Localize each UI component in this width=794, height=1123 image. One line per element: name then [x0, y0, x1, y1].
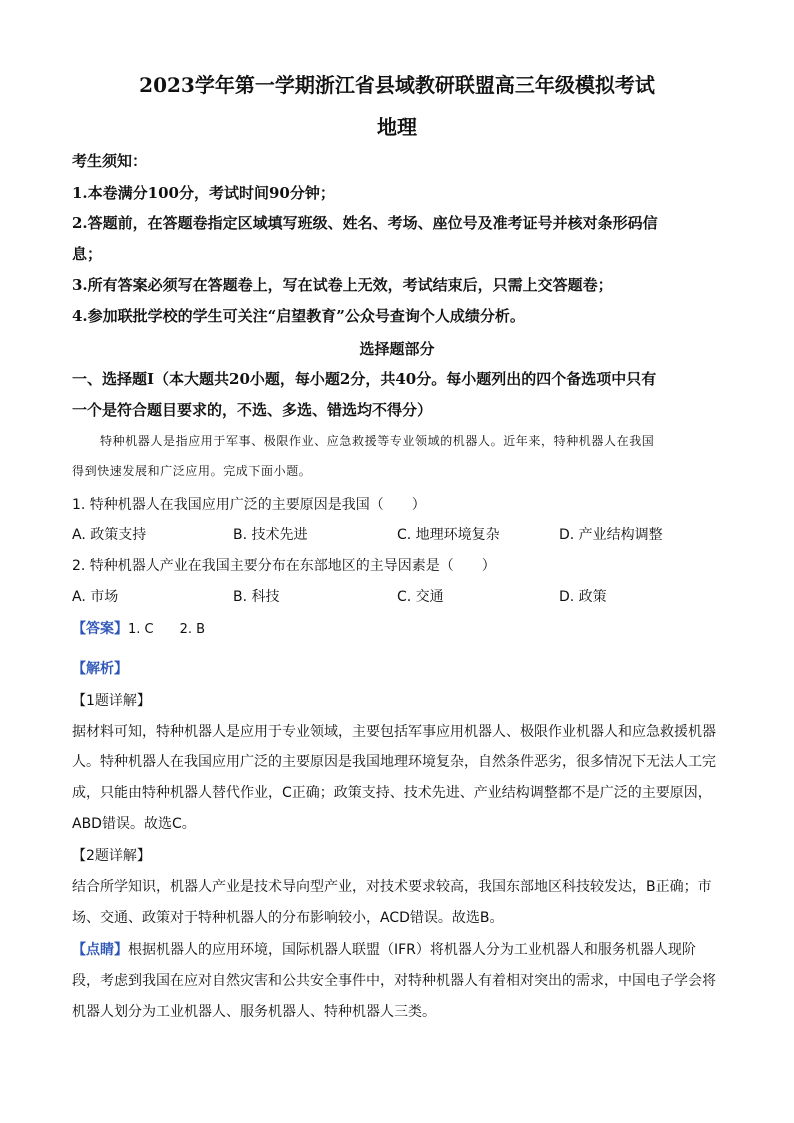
notice-item-1: 1.本卷满分100分，考试时间90分钟；: [72, 184, 335, 202]
q2-option-d: D. 政策: [559, 589, 607, 605]
notice-item-4: 4.参加联批学校的学生可关注“启望教育”公众号查询个人成绩分析。: [72, 307, 525, 325]
exam-title: 2023学年第一学期浙江省县域教研联盟高三年级模拟考试: [139, 73, 655, 97]
tip-line-3: 机器人划分为工业机器人、服务机器人、特种机器人三类。: [72, 1004, 436, 1020]
q1-option-d: D. 产业结构调整: [559, 527, 663, 543]
q2-detail-label: 【2题详解】: [72, 848, 151, 864]
q2-option-c: C. 交通: [397, 589, 444, 605]
notice-item-2: 2.答题前，在答题卷指定区域填写班级、姓名、考场、座位号及准考证号并核对条形码信: [72, 214, 658, 232]
q1-option-c: C. 地理环境复杂: [397, 527, 500, 543]
material-line-1: 特种机器人是指应用于军事、极限作业、应急救援等专业领域的机器人。近年来，特种机器人在我国: [100, 434, 655, 448]
tip-label: 【点睛】: [72, 942, 128, 958]
answer-value: 1. C 2. B: [128, 622, 206, 637]
tip-line-1: [72, 941, 722, 959]
q1-detail-line-4: ABD错误。故选C。: [72, 816, 196, 832]
answer-label: 【答案】: [72, 621, 128, 637]
notice-item-3: 3.所有答案必须写在答题卷上，写在试卷上无效，考试结束后，只需上交答题卷；: [72, 276, 613, 294]
q2-option-b: B. 科技: [233, 589, 280, 605]
q1-option-a: A. 政策支持: [72, 527, 147, 543]
question-2-stem: 2. 特种机器人产业在我国主要分布在东部地区的主导因素是（ ）: [72, 558, 496, 574]
notice-item-2-cont: 息；: [72, 245, 103, 263]
answer-line: [72, 620, 722, 639]
section-instructions-1: 一、选择题Ⅰ（本大题共20小题，每小题2分，共40分。每小题列出的四个备选项中只有: [72, 370, 657, 388]
analysis-label: 【解析】: [72, 661, 128, 677]
subject-title: 地理: [377, 115, 417, 139]
section-instructions-2: 一个是符合题目要求的，不选、多选、错选均不得分）: [72, 401, 433, 419]
notice-heading: 考生须知：: [72, 152, 148, 170]
tip-line-2: 段，考虑到我国在应对自然灾害和公共安全事件中，对特种机器人有着相对突出的需求，中国电子学会将: [72, 973, 716, 989]
q1-option-b: B. 技术先进: [233, 527, 308, 543]
q2-detail-line-1: 结合所学知识，机器人产业是技术导向型产业，对技术要求较高，我国东部地区科技较发达，B正确；市: [72, 879, 712, 895]
q2-detail-line-2: 场、交通、政策对于特种机器人的分布影响较小，ACD错误。故选B。: [72, 910, 504, 926]
q1-detail-label: 【1题详解】: [72, 693, 151, 709]
analysis-label-line: [72, 660, 722, 678]
q1-detail-line-2: 人。特种机器人在我国应用广泛的主要原因是我国地理环境复杂，自然条件恶劣，很多情况下无法人工完: [72, 754, 716, 770]
q1-detail-line-1: 据材料可知，特种机器人是应用于专业领域，主要包括军事应用机器人、极限作业机器人和应急救援机器: [72, 724, 716, 740]
q1-detail-line-3: 成，只能由特种机器人替代作业，C正确；政策支持、技术先进、产业结构调整都不是广泛的主要原因，: [72, 785, 712, 801]
q2-option-a: A. 市场: [72, 589, 119, 605]
material-line-2: 得到快速发展和广泛应用。完成下面小题。: [72, 464, 312, 478]
tip-text-1: 根据机器人的应用环境，国际机器人联盟（IFR）将机器人分为工业机器人和服务机器人现阶: [128, 942, 696, 958]
section-title: 选择题部分: [359, 340, 435, 358]
question-1-stem: 1. 特种机器人在我国应用广泛的主要原因是我国（ ）: [72, 497, 426, 513]
